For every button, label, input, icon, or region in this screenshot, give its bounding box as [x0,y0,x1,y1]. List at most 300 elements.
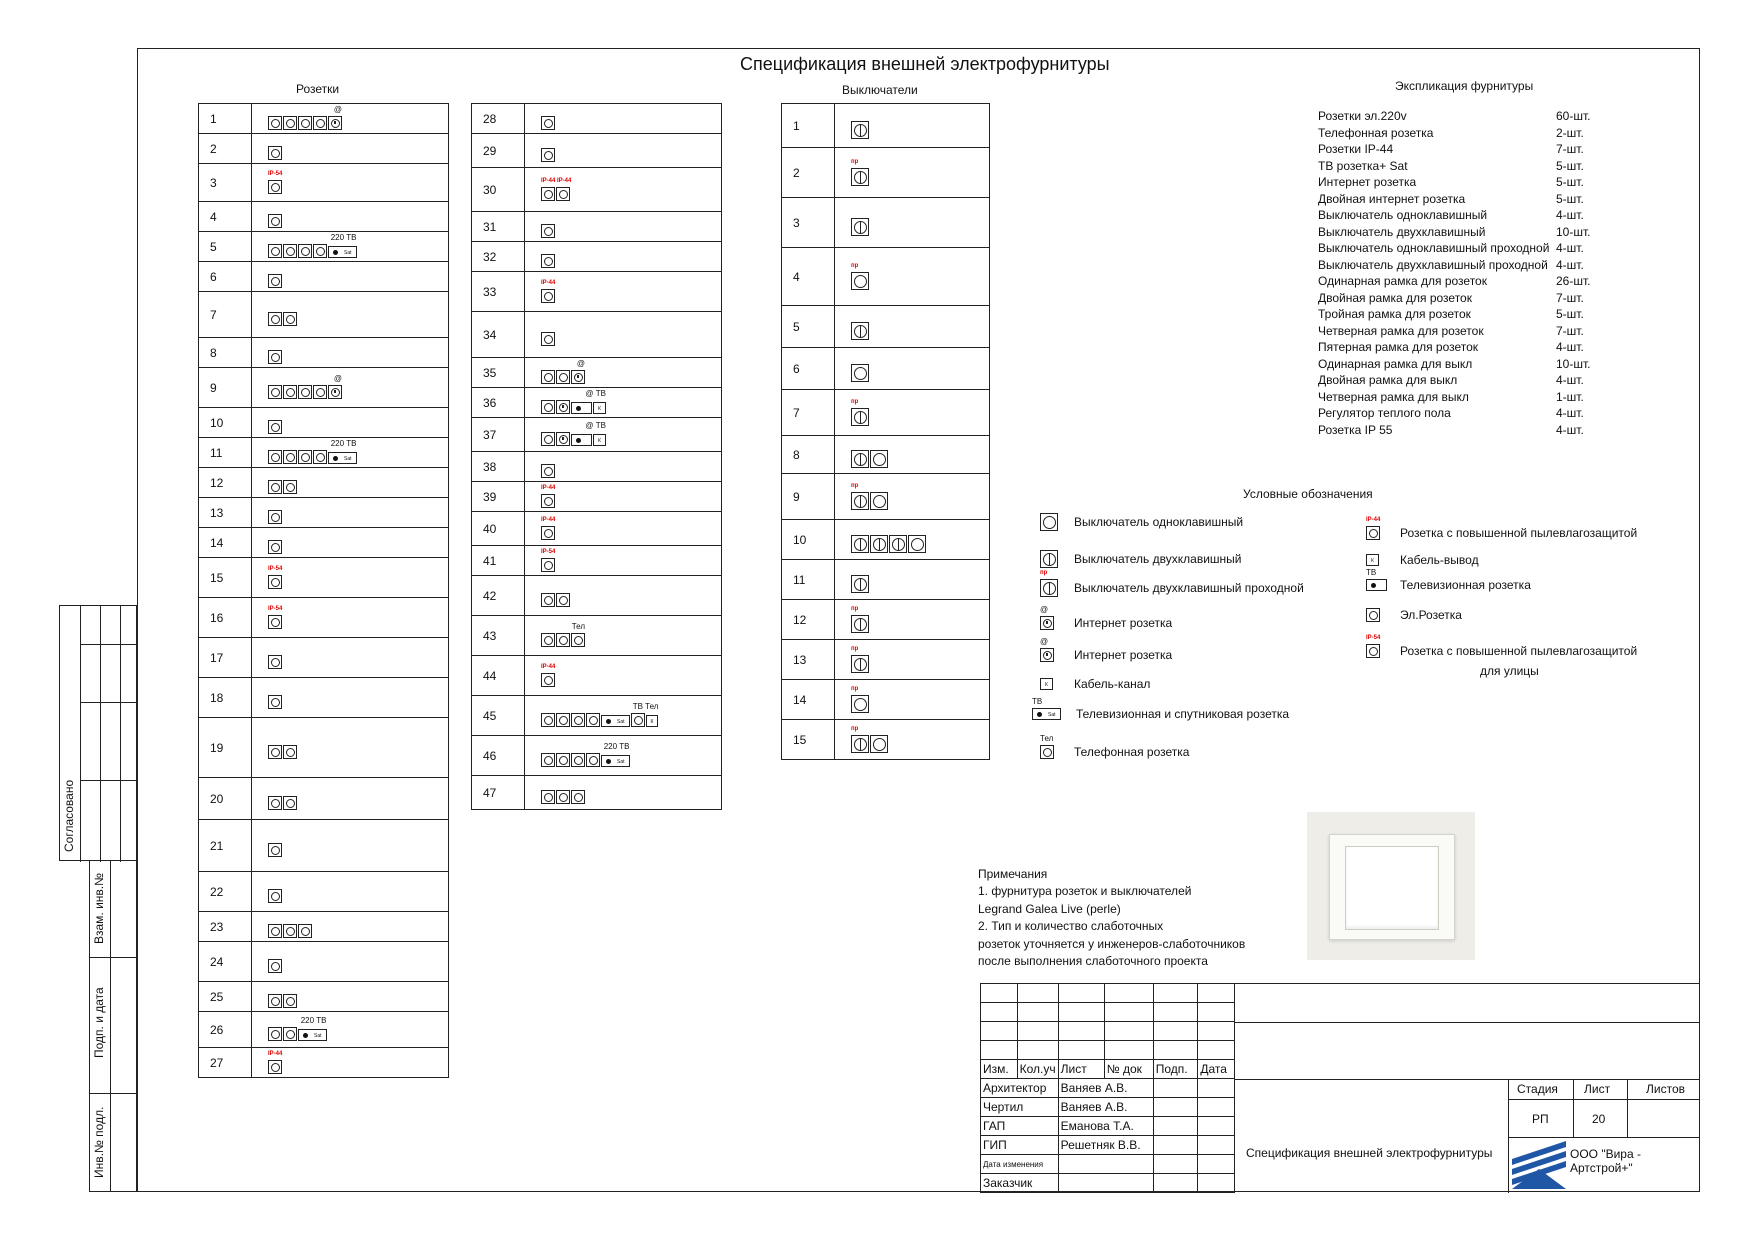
socket-icon [283,1027,297,1041]
row-icon-cell [525,452,722,482]
table-row [199,912,449,942]
explication-qty: 5-шт. [1556,307,1584,321]
fitting-icon [851,605,869,633]
row-number: 6 [199,262,252,292]
legend-icon [1040,550,1062,568]
switch-double-icon [851,575,869,593]
legend-item-continued: для улицы [1480,664,1539,678]
row-icon-cell [252,912,449,942]
table-row [782,680,990,720]
socket-icon [556,370,570,384]
fitting-icon [1032,697,1061,720]
socket-icon [268,615,282,629]
stamp-row [981,1003,1235,1022]
stamp-name: Решетняк В.В. [1058,1136,1153,1155]
row-icon-cell [525,212,722,242]
table-row [472,134,722,168]
switches-header: Выключатели [842,83,918,97]
table-row [782,640,990,680]
socket-icon [283,450,297,464]
table-row [199,1012,449,1048]
stamp-cell [1104,984,1153,1003]
fitting-icon [268,274,282,288]
switch-double-icon [851,535,869,553]
socket-icon [556,400,570,414]
row-number: 45 [472,696,525,736]
fitting-icon [851,218,869,236]
socket-icon [571,633,585,647]
row-number: 27 [199,1048,252,1078]
row-number: 3 [199,164,252,202]
fitting-icon [268,312,297,326]
table-row [782,198,990,248]
socket-icon [298,116,312,130]
stage-value: РП [1532,1112,1549,1126]
row-icon-cell [525,512,722,546]
cable-box-icon: К [593,434,606,446]
socket-icon [541,713,555,727]
row-icon-cell [252,820,449,872]
row-icon-cell [835,248,990,306]
fitting-icon [851,450,888,468]
row-icon-cell [525,134,722,168]
explication-name: Выключатель одноклавишный проходной [1318,241,1550,255]
fitting-icon [268,959,282,973]
row-number: 13 [199,498,252,528]
stamp-cell [1153,1003,1198,1022]
socket-icon [268,312,282,326]
explication-qty: 4-шт. [1556,340,1584,354]
tv-box-icon [571,434,592,446]
explication-qty: 4-шт. [1556,241,1584,255]
stamp-person-row [981,1174,1235,1193]
legend-label: Выключатель одноклавишный [1074,515,1244,529]
legend-item [1032,697,1290,721]
socket-icon [571,370,585,384]
socket-icon [268,745,282,759]
row-number: 15 [199,558,252,598]
cable-box-icon: К [646,715,659,727]
row-icon-cell [525,736,722,776]
stamp-role: Чертил [981,1098,1059,1117]
stamp-right [1234,983,1700,1192]
row-number: 7 [782,390,835,436]
legend-label: Интернет розетка [1074,648,1173,662]
table-row [782,600,990,640]
legend-icon [1040,605,1062,630]
row-icon-cell [835,600,990,640]
fitting-icon [541,484,556,508]
row-number: 14 [199,528,252,558]
socket-icon [1366,644,1380,658]
stamp-cell [1198,984,1235,1003]
stamp-person-row [981,1155,1235,1174]
socket-icon [328,116,342,130]
stamp-cell [1017,1003,1058,1022]
socket-icon [283,116,297,130]
switch-single-icon [870,735,888,753]
socket-icon [556,187,570,201]
icon-tag: пр [851,605,859,612]
legend-label: Телефонная розетка [1074,745,1190,759]
row-icon-cell [252,104,449,134]
explication-name: Розетки IP-44 [1318,142,1394,156]
row-number: 4 [199,202,252,232]
fitting-icon [541,388,606,414]
socket-icon [268,450,282,464]
row-icon-cell [252,498,449,528]
table-row [199,338,449,368]
socket-icon [541,116,555,130]
row-icon-cell [525,696,722,736]
legend-icon [1366,635,1388,658]
legend-item [1040,550,1241,568]
row-number: 44 [472,656,525,696]
row-number: 26 [199,1012,252,1048]
row-number: 20 [199,778,252,820]
stamp-role: Архитектор [981,1079,1059,1098]
switch-double-icon [851,492,869,510]
fitting-icon [541,116,555,130]
stamp-cell [1153,984,1198,1003]
row-number: 47 [472,776,525,810]
row-number: 40 [472,512,525,546]
stamp-role: Заказчик [981,1174,1059,1193]
icon-tag: Тел [571,621,585,631]
socket-icon [268,116,282,130]
table-row [199,368,449,408]
table-row [199,778,449,820]
stamp-date [1198,1155,1235,1174]
row-icon-cell [252,1012,449,1048]
row-number: 11 [782,560,835,600]
page-title: Спецификация внешней электрофурнитуры [740,54,1110,74]
stamp-col-header: Подп. [1153,1060,1198,1079]
side-inv: Инв.№ подл. [92,1106,106,1178]
legend-icon [1040,570,1062,597]
socket-icon [268,480,282,494]
icon-tag: @ [576,358,585,368]
row-number: 46 [472,736,525,776]
stamp-cell [1198,1003,1235,1022]
switch-double-icon [851,408,869,426]
fitting-icon [1366,635,1381,658]
fitting-icon [268,232,357,258]
socket-icon [541,332,555,346]
socket-icon [283,994,297,1008]
switch-double-icon [851,121,869,139]
socket-icon [541,753,555,767]
legend-item [1366,553,1479,567]
legend-item [1366,568,1531,592]
switch-double-icon [1040,579,1058,597]
sheet-label: Лист [1584,1082,1611,1096]
icon-tag: @ [333,373,342,383]
socket-icon [586,713,600,727]
explication-name: Розетки эл.220v [1318,109,1407,123]
fitting-icon [268,889,282,903]
table-row [472,452,722,482]
fitting-icon [541,464,555,478]
switch-single-icon [1040,513,1058,531]
table-row [472,418,722,452]
stamp-date [1198,1098,1235,1117]
row-number: 36 [472,388,525,418]
row-number: 4 [782,248,835,306]
row-icon-cell [835,474,990,520]
switch-single-icon [851,695,869,713]
table-row [199,598,449,638]
fitting-icon [541,332,555,346]
socket-icon [268,924,282,938]
row-icon-cell [525,546,722,576]
explication-name: Двойная рамка для выкл [1318,373,1458,387]
explication-name: Выключатель двухклавишный проходной [1318,257,1548,272]
row-number: 35 [472,358,525,388]
row-number: 8 [199,338,252,368]
socket-icon [556,633,570,647]
socket-icon [541,370,555,384]
row-number: 32 [472,242,525,272]
stamp-sign [1153,1117,1198,1136]
socket-icon [283,745,297,759]
stamp-row [981,1041,1235,1060]
table-row [782,390,990,436]
tv-dot-icon [303,1033,308,1038]
fitting-icon [268,350,282,364]
icon-tag: пр [851,398,859,405]
stamp-cell [981,1022,1018,1041]
table-row [782,104,990,148]
stamp-role: ГАП [981,1117,1059,1136]
table-row [199,982,449,1012]
fitting-icon [268,1015,327,1041]
explication-qty: 60-шт. [1556,109,1591,123]
sheet-value: 20 [1592,1112,1606,1126]
table-row [472,482,722,512]
tv-dot-icon [576,438,581,443]
stamp-sign [1153,1098,1198,1117]
socket-icon [541,148,555,162]
legend-header: Условные обозначения [1243,487,1373,501]
legend-item [1366,517,1638,540]
fitting-icon [268,796,297,810]
fitting-icon [541,420,606,446]
note-line: розеток уточняется у инженеров-слаботочников [978,936,1246,951]
row-icon-cell [835,348,990,390]
fitting-icon [851,535,926,553]
icon-tag: 220 ТВ [603,741,630,751]
stamp-row [981,984,1235,1003]
stamp-sign [1153,1136,1198,1155]
legend-item [1040,605,1173,630]
icon-tag: IP-44 [541,516,556,523]
row-number: 15 [782,720,835,760]
switch-double-icon [851,450,869,468]
explication-qty: 7-шт. [1556,290,1584,305]
row-icon-cell [835,720,990,760]
row-number: 1 [782,104,835,148]
tv-box-icon [571,402,592,414]
stamp-name: Ваняев А.В. [1058,1079,1153,1098]
socket-icon [268,214,282,228]
socket-icon [541,494,555,508]
row-icon-cell [835,560,990,600]
fitting-icon [851,482,888,510]
fitting-icon [268,1050,283,1074]
stamp-cell [1198,1041,1235,1060]
socket-icon [556,593,570,607]
explication-qty: 7-шт. [1556,142,1584,156]
table-row [199,820,449,872]
row-icon-cell [252,408,449,438]
table-row [472,512,722,546]
socket-icon [268,796,282,810]
icon-tag: IP-44 [1366,517,1381,523]
socket-icon [571,790,585,804]
switch-single-icon [908,535,926,553]
fitting-icon [541,254,555,268]
table-row [782,436,990,474]
icon-tag: пр [851,725,859,732]
fitting-icon [851,725,888,753]
icon-tag: IP-44 [541,279,556,286]
legend-item [1366,608,1462,622]
legend-label: Эл.Розетка [1400,608,1462,622]
legend-label: Кабель-канал [1074,677,1151,691]
row-icon-cell [525,312,722,358]
tv-sat-box-icon: Sat [328,452,357,464]
row-number: 30 [472,168,525,212]
fitting-icon [541,741,630,767]
explication-qty: 26-шт. [1556,274,1591,288]
tv-sat-box-icon: Sat [601,755,630,767]
explication-qty: 4-шт. [1556,422,1584,437]
row-icon-cell [525,388,722,418]
fitting-icon [541,663,556,687]
legend-label: Розетка с повышенной пылевлагозащитой [1400,526,1638,540]
table-row [199,292,449,338]
fitting-icon [541,790,585,804]
socket-icon [268,385,282,399]
row-number: 37 [472,418,525,452]
fitting-icon [541,224,555,238]
stamp-person-row [981,1136,1235,1155]
legend-item [1040,677,1150,691]
table-row [199,164,449,202]
tv-dot-icon [1371,583,1376,588]
socket-icon [268,575,282,589]
explication-name: Регулятор теплого пола [1318,406,1451,420]
row-icon-cell [252,164,449,202]
table-row [199,558,449,598]
icon-tag: @ [1040,605,1049,614]
icon-tag: пр [851,158,859,165]
icon-tag: IP-44 [541,663,556,670]
fitting-icon [851,364,869,382]
tv-dot-icon [606,759,611,764]
fitting-icon [1040,570,1058,597]
socket-icon [268,180,282,194]
socket-icon [313,450,327,464]
legend-item [1040,513,1243,531]
stamp-cell [1153,1041,1198,1060]
table-row [472,616,722,656]
table-row [199,232,449,262]
stamp-cell [981,1041,1018,1060]
explication-qty: 4-шт. [1556,373,1584,387]
explication-qty: 5-шт. [1556,191,1584,206]
fitting-icon [851,645,869,673]
row-number: 12 [199,468,252,498]
revision-table [980,983,1235,1193]
socket-icon [541,289,555,303]
fitting-icon [541,358,585,384]
legend-icon [1040,678,1062,690]
stamp-cell [981,984,1018,1003]
row-number: 25 [199,982,252,1012]
row-number: 5 [782,306,835,348]
tv-sat-box-icon: Sat [298,1029,327,1041]
table-row [472,736,722,776]
fitting-icon [268,655,282,669]
row-number: 8 [782,436,835,474]
socket-icon [541,400,555,414]
row-number: 12 [782,600,835,640]
tv-box-icon [1366,579,1387,591]
row-number: 18 [199,678,252,718]
table-row [782,474,990,520]
row-number: 29 [472,134,525,168]
table-row [472,242,722,272]
row-number: 11 [199,438,252,468]
icon-tag: IP-44 [541,484,556,491]
row-icon-cell [525,576,722,616]
stamp-name [1058,1174,1153,1193]
socket-icon [571,713,585,727]
legend-icon [1040,513,1062,531]
fitting-icon [268,146,282,160]
table-row [782,560,990,600]
company-logo [1510,1139,1568,1191]
row-number: 24 [199,942,252,982]
sockets-table-left [198,103,449,1078]
switch-double-icon [851,615,869,633]
stamp-col-header: Кол.уч [1017,1060,1058,1079]
socket-icon [283,385,297,399]
legend-label: Телевизионная и спутниковая розетка [1076,707,1290,721]
stage-label: Стадия [1517,1082,1558,1096]
socket-icon [571,753,585,767]
legend-label: Интернет розетка [1074,616,1173,630]
row-icon-cell [835,680,990,720]
row-icon-cell [252,368,449,408]
legend-icon [1040,637,1062,662]
table-row [199,678,449,718]
tv-dot-icon [576,406,581,411]
fitting-icon [851,322,869,340]
table-row [199,1048,449,1078]
table-row [472,104,722,134]
row-icon-cell [252,942,449,982]
explication-qty: 7-шт. [1556,323,1584,338]
fitting-icon [268,214,282,228]
tv-dot-icon [606,719,611,724]
explication-qty: 10-шт. [1556,356,1591,371]
explication-name: Выключатель двухклавишный [1318,224,1486,239]
fitting-icon [268,104,342,130]
row-number: 16 [199,598,252,638]
